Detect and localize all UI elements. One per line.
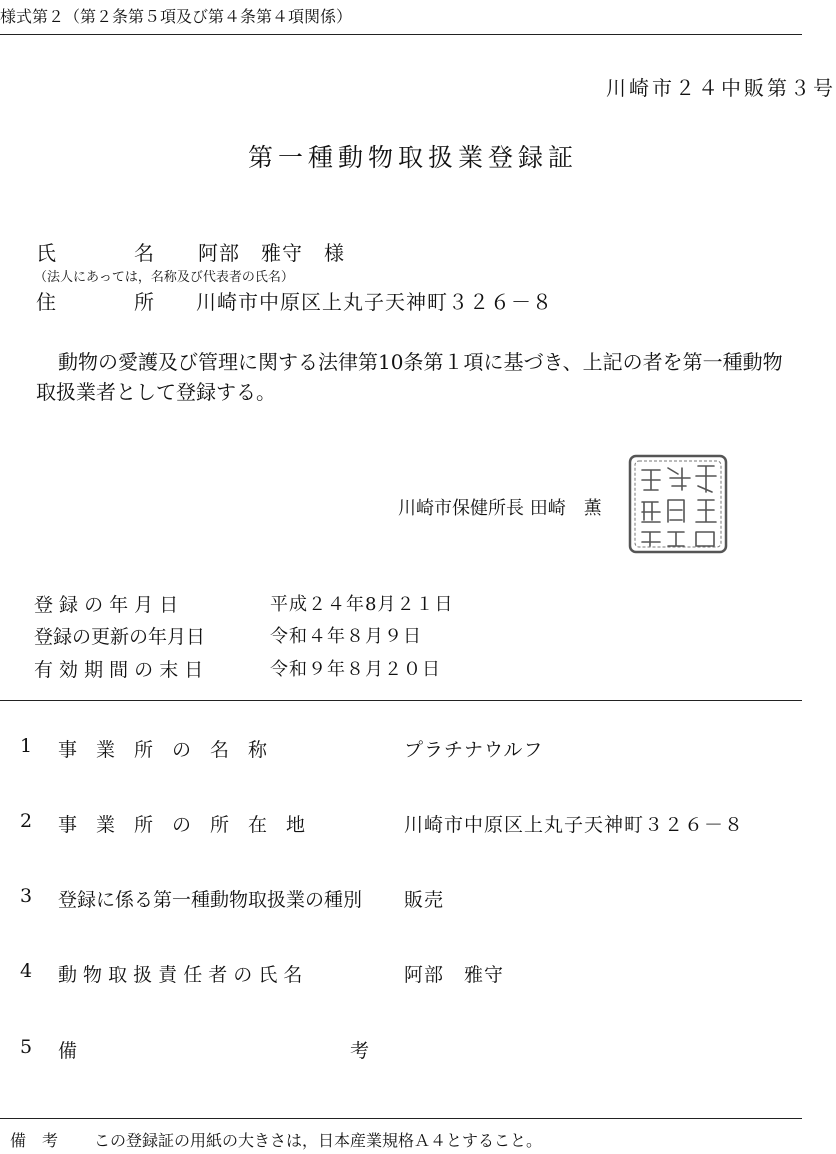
item-value-1: プラチナウルフ (404, 739, 544, 761)
page-title: 第一種動物取扱業登録証 (248, 143, 579, 172)
item-label-4: 動 物 取 扱 責 任 者 の 氏 名 (58, 964, 303, 986)
name-value: 阿部 雅守 様 (198, 241, 345, 265)
footer-note-label: 備 考 (10, 1131, 59, 1150)
name-label-1: 氏 (36, 241, 56, 265)
item-number-3: 3 (20, 885, 33, 907)
item-number-5: 5 (20, 1036, 33, 1058)
date-value-expiry: 令和９年８月２０日 (270, 659, 441, 680)
item-value-2: 川崎市中原区上丸子天神町３２６－８ (404, 814, 745, 836)
date-value-registered: 平成２４年8月２１日 (270, 594, 454, 615)
address-label-1: 住 (36, 290, 56, 314)
date-value-renewed: 令和４年８月９日 (270, 626, 422, 647)
item-value-3: 販売 (404, 889, 445, 911)
address-label-2: 所 (134, 290, 154, 314)
official-seal-stamp (626, 452, 730, 556)
issuer-name: 川崎市保健所長 田崎 薫 (398, 498, 602, 519)
header-divider (0, 34, 802, 35)
name-note: （法人にあっては，名称及び代表者の氏名） (34, 270, 294, 285)
item-number-1: 1 (20, 735, 33, 757)
date-label-registered: 登 録 の 年 月 日 (34, 594, 179, 616)
item-value-4: 阿部 雅守 (404, 964, 505, 986)
footer-divider (0, 1118, 802, 1119)
date-label-expiry: 有 効 期 間 の 末 日 (34, 659, 204, 681)
item-number-4: 4 (20, 960, 33, 982)
item-label-5-left: 備 (58, 1040, 78, 1062)
name-label-2: 名 (134, 241, 154, 265)
item-label-1: 事 業 所 の 名 称 (58, 739, 268, 761)
registration-number: 川崎市２４中販第３号 (606, 76, 836, 100)
date-label-renewed: 登録の更新の年月日 (34, 626, 206, 648)
item-label-3: 登録に係る第一種動物取扱業の種別 (58, 889, 363, 911)
registration-statement: 動物の愛護及び管理に関する法律第10条第１項に基づき、上記の者を第一種動物取扱業者として登録する。 (36, 350, 783, 404)
item-number-2: 2 (20, 810, 33, 832)
footer-note-text: この登録証の用紙の大きさは，日本産業規格Ａ４とすること。 (94, 1131, 543, 1150)
item-label-2: 事 業 所 の 所 在 地 (58, 814, 306, 836)
item-label-5-right: 考 (350, 1040, 370, 1062)
address-value: 川崎市中原区上丸子天神町３２６－８ (196, 290, 553, 314)
section-divider (0, 700, 802, 701)
form-number: 様式第２（第２条第５項及び第４条第４項関係） (0, 7, 353, 26)
